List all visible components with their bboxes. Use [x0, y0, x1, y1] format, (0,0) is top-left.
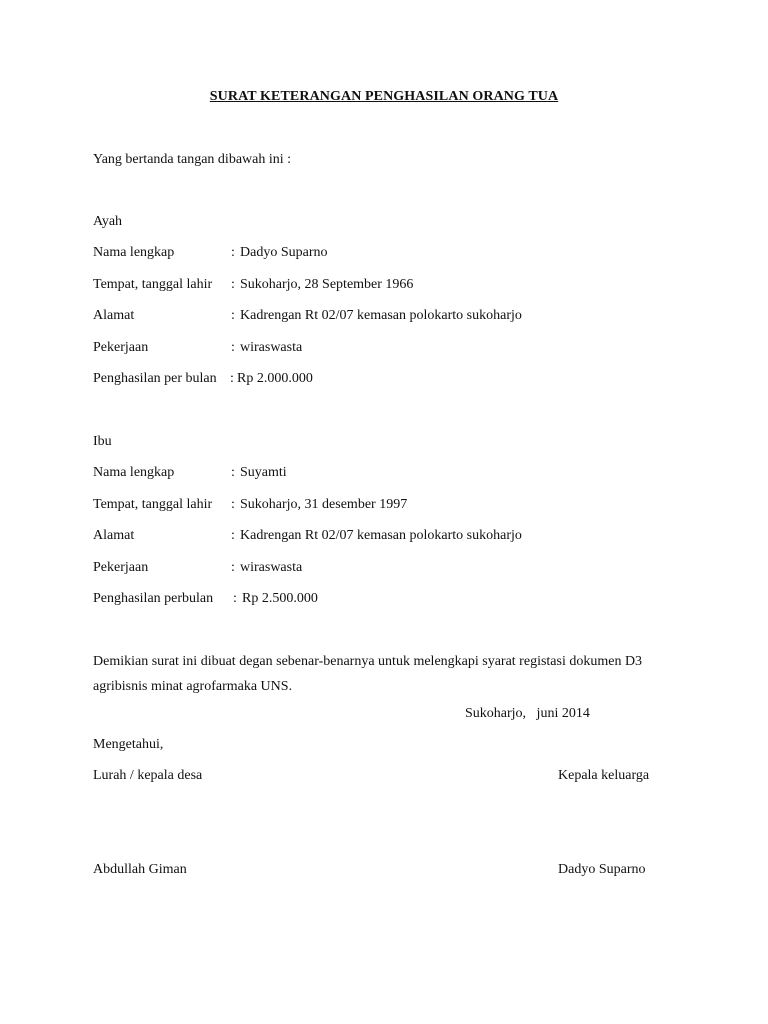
field-label: Pekerjaan — [93, 560, 149, 575]
field-colon: : — [231, 560, 235, 575]
field-colon: : — [230, 371, 234, 386]
field-value: Sukoharjo, 28 September 1966 — [240, 277, 414, 292]
field-colon: : — [231, 277, 235, 292]
field-value: Kadrengan Rt 02/07 kemasan polokarto sukoharjo — [240, 528, 522, 543]
field-value: Dadyo Suparno — [240, 245, 328, 260]
field-label: Nama lengkap — [93, 465, 175, 480]
left-signatory-role: Lurah / kepala desa — [93, 768, 203, 783]
field-colon: : — [231, 245, 235, 260]
field-colon: : — [231, 308, 235, 323]
field-colon: : — [233, 591, 237, 606]
field-label: Tempat, tanggal lahir — [93, 497, 213, 512]
field-value: Rp 2.500.000 — [242, 591, 318, 606]
field-colon: : — [231, 340, 235, 355]
mother-heading: Ibu — [93, 434, 112, 449]
field-colon: : — [231, 497, 235, 512]
field-value: wiraswasta — [240, 340, 303, 355]
field-value: Sukoharjo, 31 desember 1997 — [240, 497, 408, 512]
field-label: Alamat — [93, 308, 135, 323]
field-value: Kadrengan Rt 02/07 kemasan polokarto sukoharjo — [240, 308, 522, 323]
field-value: Rp 2.000.000 — [237, 371, 313, 386]
field-label: Pekerjaan — [93, 340, 149, 355]
field-colon: : — [231, 465, 235, 480]
left-signatory-name: Abdullah Giman — [93, 862, 187, 877]
field-value: Suyamti — [240, 465, 287, 480]
field-label: Nama lengkap — [93, 245, 175, 260]
father-heading: Ayah — [93, 214, 123, 229]
right-signatory-role: Kepala keluarga — [558, 768, 650, 783]
right-signatory-name: Dadyo Suparno — [558, 862, 646, 877]
field-label: Tempat, tanggal lahir — [93, 277, 213, 292]
field-label: Penghasilan per bulan — [93, 371, 217, 386]
letter-title: SURAT KETERANGAN PENGHASILAN ORANG TUA — [209, 89, 559, 104]
intro-text: Yang bertanda tangan dibawah ini : — [93, 152, 292, 167]
field-value: wiraswasta — [240, 560, 303, 575]
field-colon: : — [231, 528, 235, 543]
place-date: Sukoharjo, juni 2014 — [465, 706, 590, 721]
acknowledged-label: Mengetahui, — [93, 737, 164, 752]
field-label: Alamat — [93, 528, 135, 543]
closing-paragraph: Demikian surat ini dibuat degan sebenar-benarnya untuk melengkapi syarat registasi dokumen D3 agribisnis minat agrofarmaka UNS. — [93, 654, 643, 694]
field-label: Penghasilan perbulan — [93, 591, 214, 606]
